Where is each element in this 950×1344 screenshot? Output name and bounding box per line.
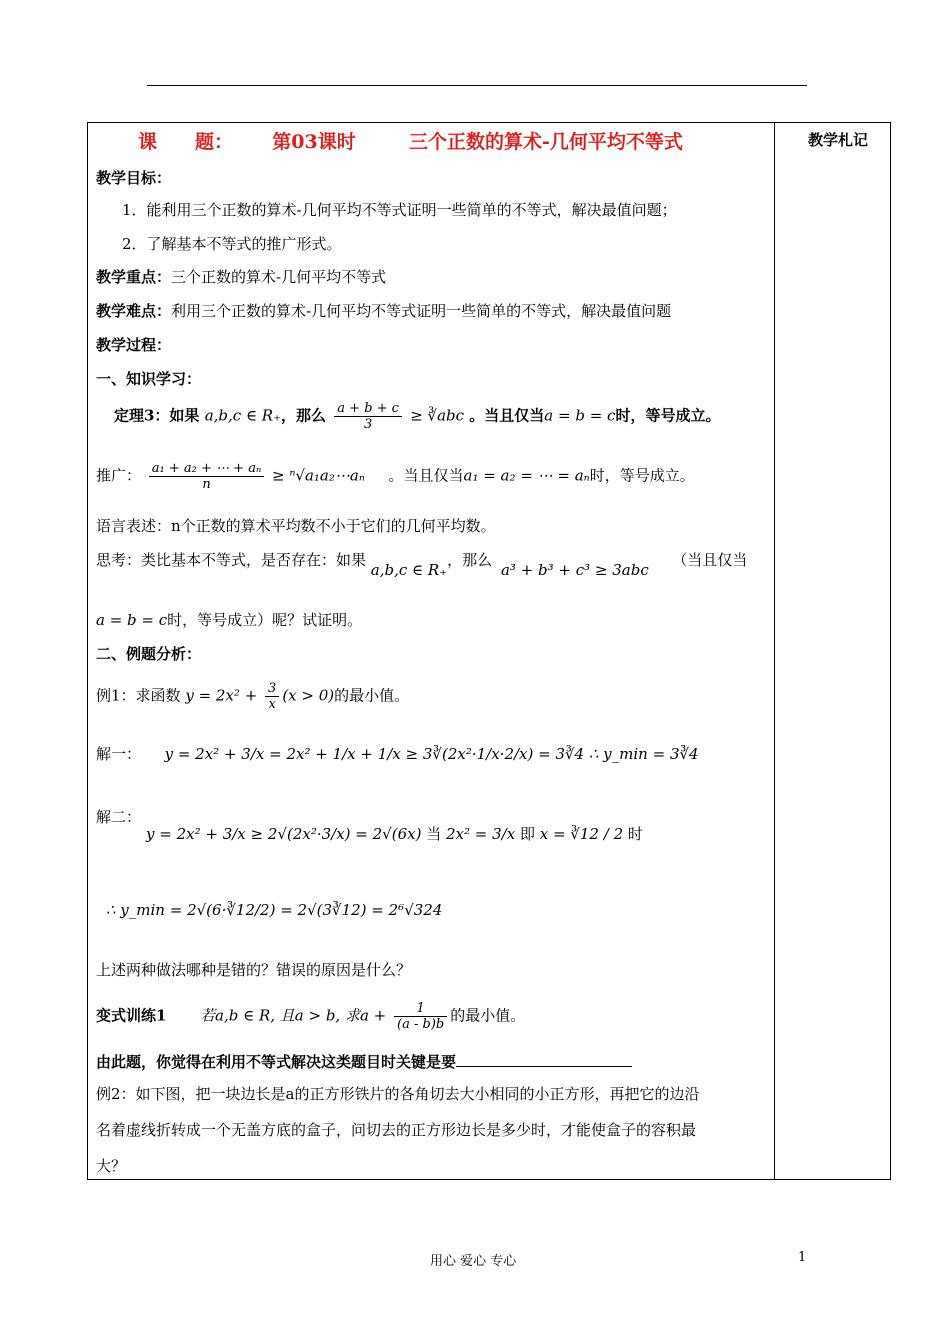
section2-heading: 二、例题分析： xyxy=(96,645,202,663)
think-prefix: 思考：类比基本不等式，是否存在：如果 xyxy=(96,551,367,569)
example-1 xyxy=(96,681,409,712)
page-number: 1 xyxy=(798,1250,807,1265)
verbal-statement: 语言表述：n个正数的算术平均数不小于它们的几何平均数。 xyxy=(96,517,496,535)
solution2-body xyxy=(146,823,643,844)
variant-numerator: 1 xyxy=(394,1001,447,1017)
theorem-suffix: 。当且仅当 xyxy=(469,406,545,425)
difficulty-label: 教学难点： xyxy=(96,302,172,320)
goals-label: 教学目标： xyxy=(96,169,172,187)
title-topic: 三个正数的算术-几何平均不等式 xyxy=(408,131,683,153)
solution2-x: x = ∛12 / 2 xyxy=(539,825,624,843)
column-divider xyxy=(774,123,775,1179)
solution-1 xyxy=(96,743,699,764)
variant-denominator: (a - b)b xyxy=(397,1017,445,1032)
example1-fraction xyxy=(265,681,279,712)
example1-numerator: 3 xyxy=(265,681,279,697)
theorem-mid: ，那么 xyxy=(281,406,327,425)
key-prompt-text: 由此题，你觉得在利用不等式解决这类题目时关键是要 xyxy=(96,1053,457,1071)
think-mid: ，那么 xyxy=(447,551,493,569)
generalization-numerator: a₁ + a₂ + ⋯ + aₙ xyxy=(149,461,264,477)
example1-condition: (x > 0) xyxy=(282,686,335,705)
theorem-end: 时，等号成立。 xyxy=(615,406,721,425)
solution-2 xyxy=(96,806,141,827)
key-prompt xyxy=(96,1051,632,1072)
think-paren: （当且仅当 xyxy=(672,551,748,569)
solution2-result-expr: ∴ y_min = 2√(6·∛12/2) = 2√(3∛12) = 2⁶√324 xyxy=(106,901,443,919)
generalization-denominator: n xyxy=(202,477,211,492)
difficulty xyxy=(96,300,671,321)
solution2-ie: 即 xyxy=(519,825,535,843)
example2-line-3: 大？ xyxy=(96,1157,127,1175)
theorem-equality: a = b = c xyxy=(544,406,616,425)
variant-label: 变式训练1 xyxy=(96,1006,167,1025)
notes-column-title: 教学札记 xyxy=(807,131,868,149)
answer-blank xyxy=(456,1052,632,1067)
example2-line-2: 名着虚线折转成一个无盖方底的盒子，问切去的正方形边长是多少时，才能使盒子的容积最 xyxy=(96,1121,697,1139)
goal-item-2: 2．了解基本不等式的推广形式。 xyxy=(122,235,342,253)
variant-text: 若a,b ∈ R, 且a > b, 求a + xyxy=(200,1006,387,1025)
solution1-label: 解一： xyxy=(96,745,142,763)
process-label: 教学过程： xyxy=(96,336,172,354)
generalization-end: 时，等号成立。 xyxy=(589,466,695,485)
variant-suffix: 的最小值。 xyxy=(450,1006,526,1025)
lesson-title xyxy=(138,127,683,154)
think-inequality: a³ + b³ + c³ ≥ 3abc xyxy=(500,561,649,579)
generalization-equality: a₁ = a₂ = ⋯ = aₙ xyxy=(463,466,590,485)
think-equality: a = b = c xyxy=(96,611,168,629)
example1-denominator: x xyxy=(268,697,276,712)
solution1-expression: y = 2x² + 3/x = 2x² + 1/x + 1/x ≥ 3∛(2x²·1/x·2/x) = 3∛4 ∴ y_min = 3∛4 xyxy=(164,745,699,763)
footer-slogan: 用心 爱心 专心 xyxy=(430,1254,517,1269)
generalization-suffix: 。当且仅当 xyxy=(388,466,464,485)
solution2-label: 解二： xyxy=(96,808,142,826)
theorem-condition: a,b,c ∈ R₊ xyxy=(204,406,282,425)
title-lesson: 第03课时 xyxy=(272,131,356,153)
theorem-prefix: 定理3：如果 xyxy=(114,406,200,425)
variant-training-1 xyxy=(96,1001,525,1032)
solution2-condition: 2x² = 3/x xyxy=(446,825,516,843)
generalization-label: 推广： xyxy=(96,466,142,485)
solution2-expression: y = 2x² + 3/x ≥ 2√(2x²·3/x) = 2√(6x) xyxy=(146,825,422,843)
theorem-3 xyxy=(114,401,720,432)
example2-line-1: 例2：如下图，把一块边长是a的正方形铁片的各角切去大小相同的小正方形，再把它的边沿 xyxy=(96,1085,700,1103)
generalization-fraction xyxy=(149,461,264,492)
variant-fraction xyxy=(394,1001,447,1032)
think-question xyxy=(96,549,748,579)
generalization xyxy=(96,461,695,492)
example1-suffix: 的最小值。 xyxy=(334,686,410,705)
think-condition: a,b,c ∈ R₊ xyxy=(370,561,448,579)
difficulty-text: 利用三个正数的算术-几何平均不等式证明一些简单的不等式，解决最值问题 xyxy=(171,302,672,320)
generalization-rhs: ≥ ⁿ√a₁a₂⋯aₙ xyxy=(272,466,365,485)
lesson-table xyxy=(87,122,891,1180)
header-rule xyxy=(147,85,807,86)
example1-function: y = 2x² + xyxy=(185,686,258,705)
error-question: 上述两种做法哪种是错的？错误的原因是什么？ xyxy=(96,961,412,979)
title-label: 课 题： xyxy=(138,131,234,153)
solution2-end: 时 xyxy=(627,825,643,843)
key-point xyxy=(96,266,386,287)
solution2-when: 当 xyxy=(426,825,442,843)
example1-prefix: 例1：求函数 xyxy=(96,686,181,705)
think-continuation xyxy=(96,609,362,630)
theorem-fraction xyxy=(334,401,402,432)
key-point-text: 三个正数的算术-几何平均不等式 xyxy=(171,268,387,286)
theorem-rhs: ≥ ∛abc xyxy=(410,406,465,425)
solution2-result xyxy=(106,901,442,919)
section1-heading: 一、知识学习： xyxy=(96,370,202,388)
theorem-denominator: 3 xyxy=(363,417,373,432)
theorem-numerator: a + b + c xyxy=(334,401,402,417)
think-end: 时，等号成立）呢？试证明。 xyxy=(167,611,363,629)
key-point-label: 教学重点： xyxy=(96,268,172,286)
goal-item-1: 1．能利用三个正数的算术-几何平均不等式证明一些简单的不等式，解决最值问题； xyxy=(122,201,677,219)
